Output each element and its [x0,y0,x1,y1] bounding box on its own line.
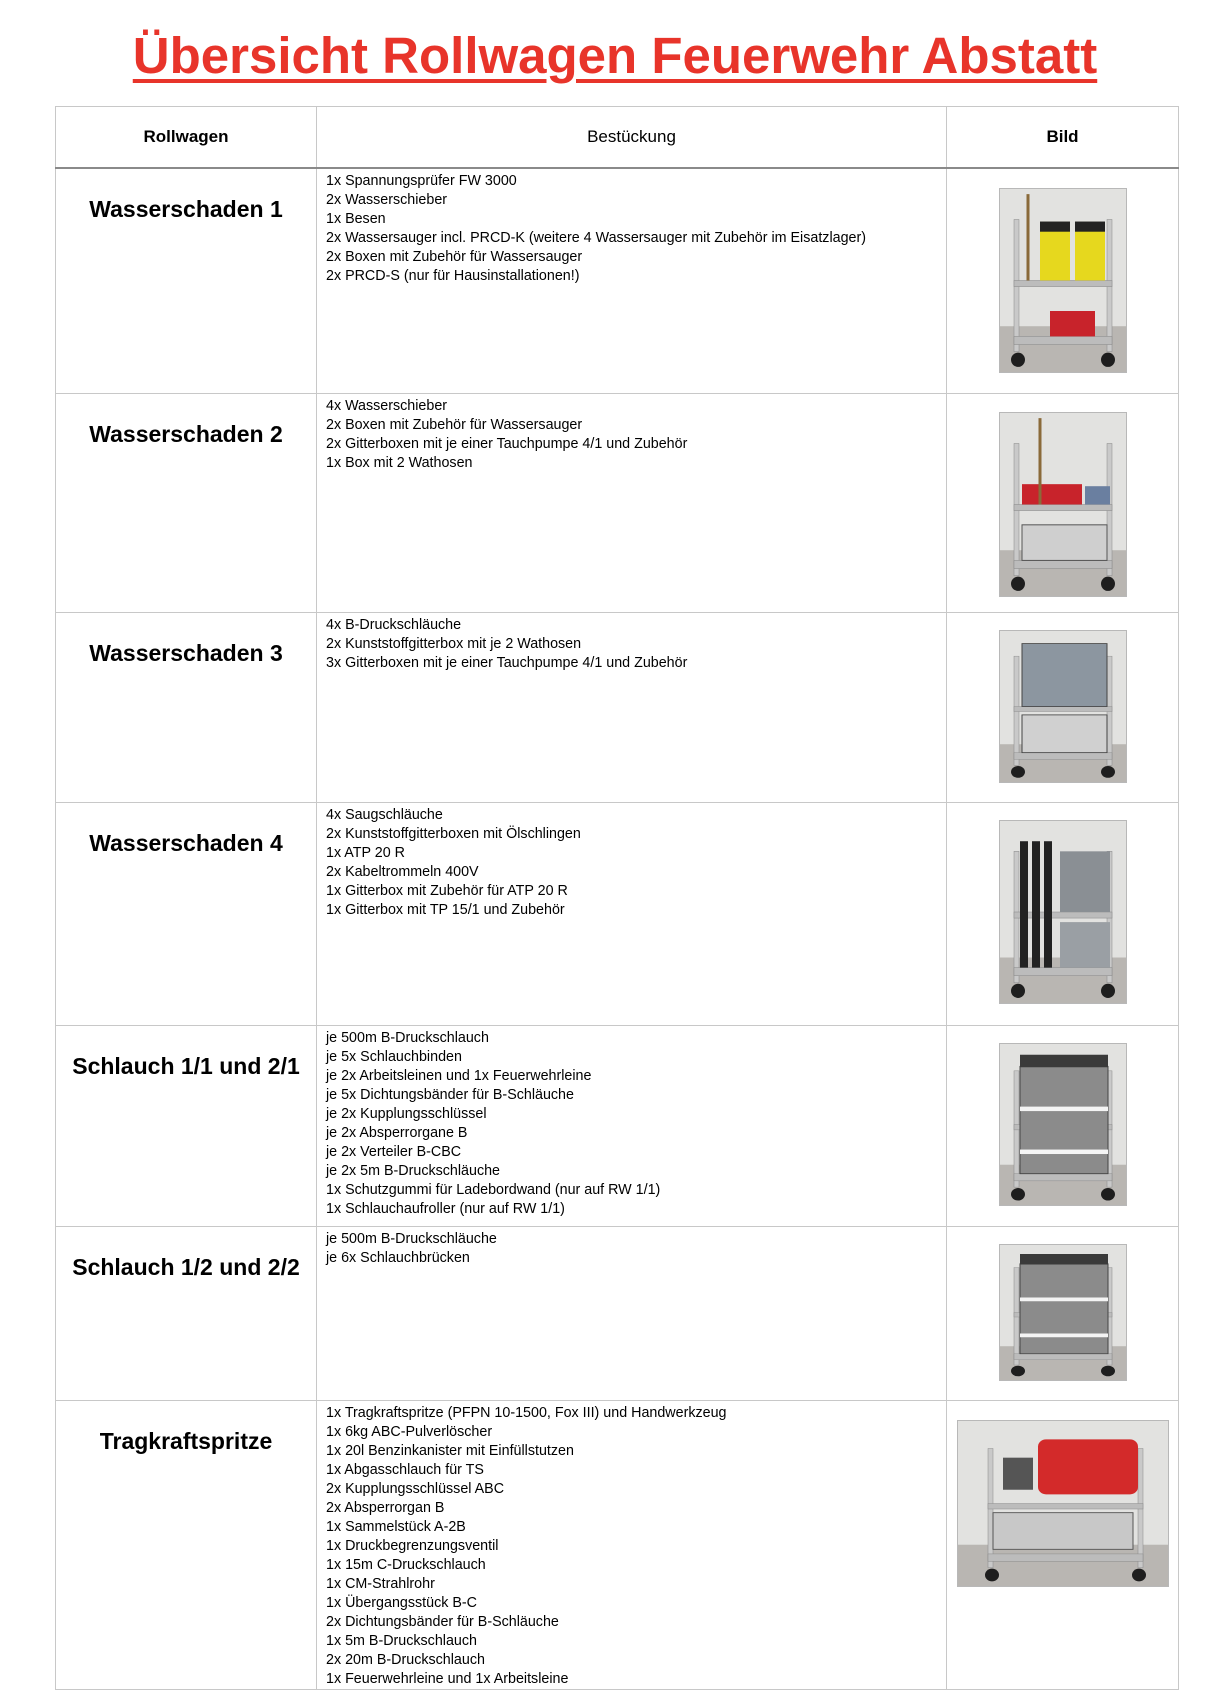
equipment-item: je 5x Schlauchbinden [326,1048,462,1065]
row-image-cell [947,168,1179,393]
cart-photo [999,1043,1127,1206]
table-row [56,1025,1179,1226]
equipment-item: 2x Kunststoffgitterboxen mit Ölschlingen [326,825,581,842]
equipment-item: 3x Gitterboxen mit je einer Tauchpumpe 4/1 und Zubehör [326,654,688,671]
rollwagen-table [55,106,1179,1690]
equipment-item: 2x Wasserschieber [326,192,448,208]
equipment-item: je 2x Arbeitsleinen und 1x Feuerwehrleine [326,1067,592,1084]
row-name: Wasserschaden 1 [56,168,317,393]
equipment-item: je 2x Verteiler B-CBC [326,1143,462,1160]
equipment-item: 4x B-Druckschläuche [326,616,462,633]
equipment-item: 2x Boxen mit Zubehör für Wassersauger [326,249,583,265]
row-items [317,802,947,1025]
table-row [56,802,1179,1025]
equipment-item: 2x Kabeltrommeln 400V [326,863,479,880]
row-name: Wasserschaden 2 [56,393,317,612]
equipment-item: je 500m B-Druckschläuche [326,1230,497,1247]
equipment-item: 2x PRCD-S (nur für Hausinstallationen!) [326,268,580,284]
cart-photo [957,1420,1169,1587]
row-image-cell [947,1025,1179,1226]
table-row [56,612,1179,802]
equipment-item: je 500m B-Druckschlauch [326,1029,489,1046]
equipment-item: 2x Absperrorgan B [326,1499,445,1516]
equipment-item: je 6x Schlauchbrücken [326,1249,470,1266]
equipment-item: 1x 15m C-Druckschlauch [326,1556,486,1573]
table-header-row [56,107,1179,169]
row-name: Wasserschaden 3 [56,612,317,802]
row-items [317,1400,947,1689]
equipment-item: 1x Feuerwehrleine und 1x Arbeitsleine [326,1670,569,1687]
equipment-item: 4x Saugschläuche [326,806,443,823]
equipment-item: 1x 5m B-Druckschlauch [326,1632,477,1649]
row-image-cell [947,1400,1179,1689]
header-bild: Bild [947,107,1179,169]
cart-photo [999,630,1127,783]
row-name: Wasserschaden 4 [56,802,317,1025]
row-name: Schlauch 1/1 und 2/1 [56,1025,317,1226]
equipment-item: 1x ATP 20 R [326,844,405,861]
table-row [56,168,1179,393]
equipment-item: 2x Gitterboxen mit je einer Tauchpumpe 4/1 und Zubehör [326,435,688,452]
equipment-item: 1x Schlauchaufroller (nur auf RW 1/1) [326,1200,565,1217]
row-items [317,612,947,802]
equipment-item: 4x Wasserschieber [326,397,448,414]
equipment-item: 1x Sammelstück A-2B [326,1518,466,1535]
equipment-item: 1x Gitterbox mit TP 15/1 und Zubehör [326,901,565,918]
table-row [56,393,1179,612]
row-image-cell [947,802,1179,1025]
equipment-item: je 2x 5m B-Druckschläuche [326,1162,501,1179]
equipment-item: 1x 20l Benzinkanister mit Einfüllstutzen [326,1442,574,1459]
row-name: Schlauch 1/2 und 2/2 [56,1226,317,1400]
equipment-item: 1x Abgasschlauch für TS [326,1461,484,1478]
row-items [317,1226,947,1400]
row-name: Tragkraftspritze [56,1400,317,1689]
equipment-item: 1x CM-Strahlrohr [326,1575,435,1592]
equipment-item: 2x Wassersauger incl. PRCD-K (weitere 4 Wassersauger mit Zubehör im Eisatzlager) [326,230,867,246]
table-row [56,1226,1179,1400]
row-items [317,1025,947,1226]
header-bestueckung: Bestückung [317,107,947,169]
equipment-item: 1x Schutzgummi für Ladebordwand (nur auf RW 1/1) [326,1181,661,1198]
equipment-item: 1x Druckbegrenzungsventil [326,1537,499,1554]
equipment-item: je 2x Absperrorgane B [326,1124,468,1141]
cart-photo [999,188,1127,373]
row-image-cell [947,1226,1179,1400]
row-image-cell [947,393,1179,612]
cart-photo [999,820,1127,1004]
equipment-item: 2x Kupplungsschlüssel ABC [326,1480,505,1497]
equipment-item: 1x 6kg ABC-Pulverlöscher [326,1423,493,1440]
cart-photo [999,412,1127,597]
equipment-item: 2x 20m B-Druckschlauch [326,1651,485,1668]
page-title: Übersicht Rollwagen Feuerwehr Abstatt [132,27,1098,84]
equipment-item: 1x Box mit 2 Wathosen [326,454,473,471]
equipment-item: je 5x Dichtungsbänder für B-Schläuche [326,1086,574,1103]
equipment-item: 1x Besen [326,211,386,227]
row-items [317,168,947,393]
equipment-item: 1x Gitterbox mit Zubehör für ATP 20 R [326,882,568,899]
table-row [56,1400,1179,1689]
equipment-item: je 2x Kupplungsschlüssel [326,1105,487,1122]
equipment-item: 2x Kunststoffgitterbox mit je 2 Wathosen [326,635,582,652]
row-image-cell [947,612,1179,802]
row-items [317,393,947,612]
equipment-item: 1x Tragkraftspritze (PFPN 10-1500, Fox III) und Handwerkzeug [326,1404,727,1421]
equipment-item: 1x Übergangsstück B-C [326,1594,477,1611]
equipment-item: 1x Spannungsprüfer FW 3000 [326,173,517,189]
cart-photo [999,1244,1127,1381]
equipment-item: 2x Boxen mit Zubehör für Wassersauger [326,416,583,433]
header-rollwagen: Rollwagen [56,107,317,169]
equipment-item: 2x Dichtungsbänder für B-Schläuche [326,1613,559,1630]
